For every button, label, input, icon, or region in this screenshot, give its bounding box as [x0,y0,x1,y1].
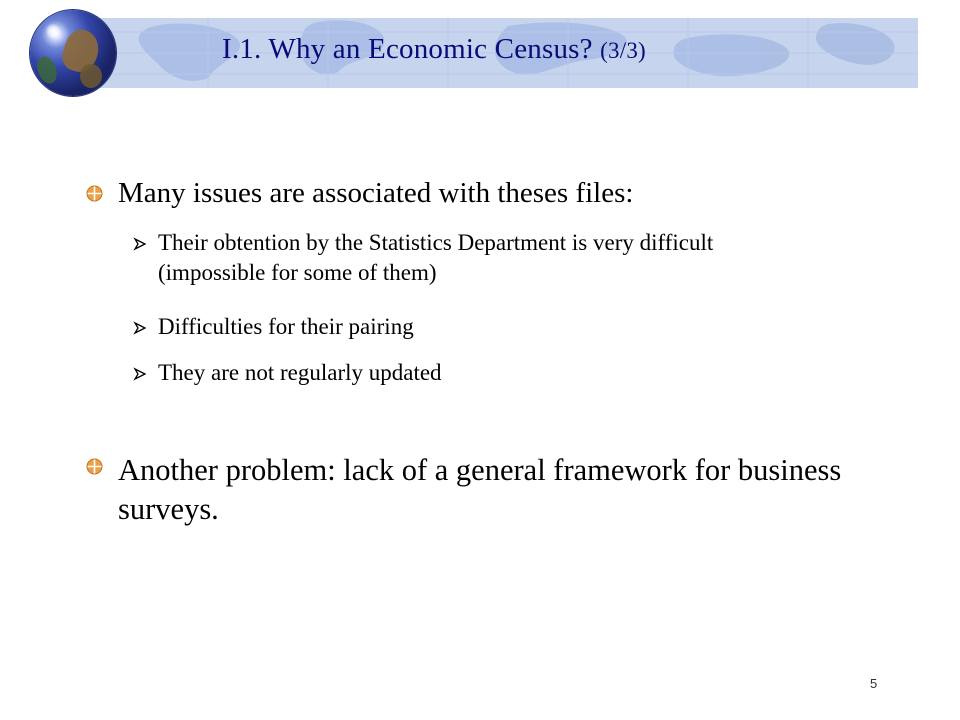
arrow-bullet-icon [133,321,147,335]
arrow-bullet-icon [133,237,147,251]
arrow-bullet-icon [133,367,147,381]
bullet-2-text: Another problem: lack of a general framework for business surveys. [118,453,842,526]
slide-title [222,33,646,66]
globe-icon [30,10,116,96]
bullet-1-text: Many issues are associated with theses files: [118,177,634,209]
slide-title-text: I.1. Why an Economic Census? [222,33,593,65]
sub-bullet-1-text: Their obtention by the Statistics Department is very difficult (impossible for some of them) [158,230,714,285]
sub-bullet-3-text: They are not regularly updated [158,360,442,385]
page-number: 5 [870,676,878,691]
round-bullet-icon [86,458,103,475]
sub-bullet-2-text: Difficulties for their pairing [158,314,414,339]
slide-title-suffix: (3/3) [600,38,646,63]
round-bullet-icon [86,185,103,202]
